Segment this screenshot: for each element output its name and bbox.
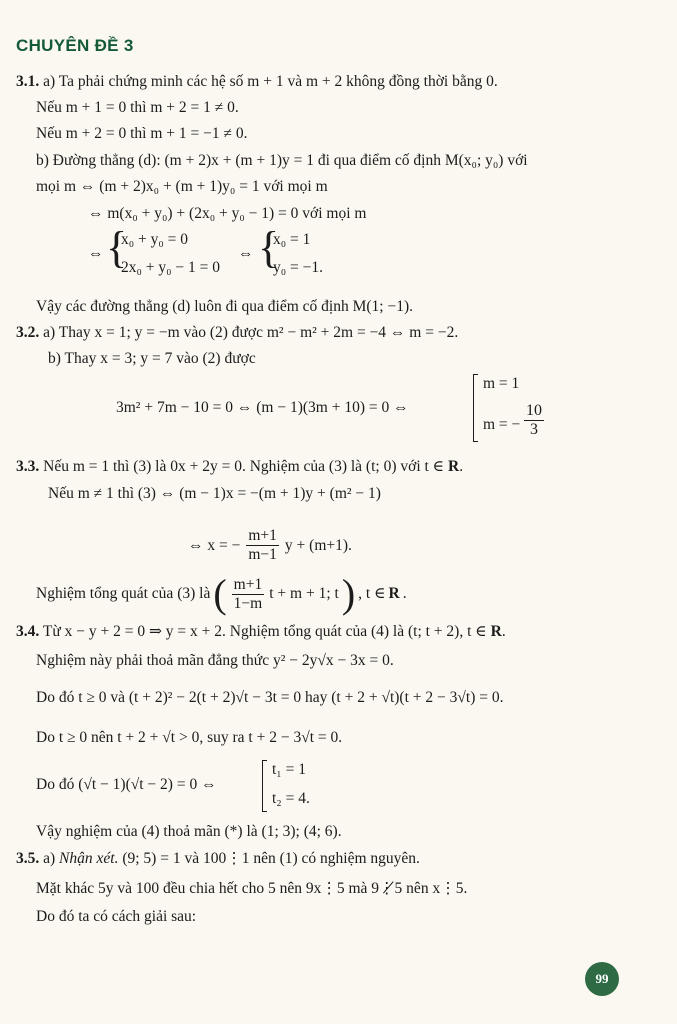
text-line: mọi m ⇔ (m + 2)x₀ + (m + 1)y₀ = 1 với mọi m [36,178,328,195]
system-brace: { [106,223,128,272]
text: Nếu m = 1 thì (3) là 0x + 2y = 0. Nghiệm của (3) là (t; 0) với t ∈ [39,458,449,475]
numerator: m+1 [248,527,277,544]
text-line: Do đó (√t − 1)(√t − 2) = 0 ⇔ [36,776,217,793]
text-line: Nếu m + 1 = 0 thì m + 2 = 1 ≠ 0. [36,99,239,116]
equation: 3m² + 7m − 10 = 0 ⇔ (m − 1)(3m + 10) = 0 ⇔ [116,399,409,416]
text: t + m + 1; t [269,585,339,602]
exercise-3-5-line [16,849,420,869]
solution-bracket [262,760,267,812]
text: (9; 5) = 1 và 100⋮1 nên (1) có nghiệm nguyên. [118,850,420,867]
text-line: ⇔ m(x₀ + y₀) + (2x₀ + y₀ − 1) = 0 với mọi m [88,205,367,222]
solution-bracket [473,374,478,442]
numerator: 10 [526,402,542,419]
denominator: 1−m [233,594,263,612]
chapter-title: CHUYÊN ĐỀ 3 [16,36,134,55]
denominator: m−1 [248,546,277,563]
equation: m = 1 [483,375,520,392]
equation: 2x₀ + y₀ − 1 = 0 [121,259,221,276]
exercise-number: 3.5. [16,850,40,867]
text: Từ x − y + 2 = 0 ⇒ y = x + 2. Nghiệm tổng quát của (4) là (t; t + 2), t ∈ [39,623,491,640]
equation: x₀ + y₀ = 0 [121,231,189,248]
text-line: Do đó ta có cách giải sau: [36,908,197,925]
exercise-3-3-line: 3.3. Nếu m = 1 thì (3) là 0x + 2y = 0. Nghiệm của (3) là (t; 0) với t ∈ R. [16,458,464,475]
remark-label: Nhận xét. [59,850,119,867]
general-solution-line: Nghiệm tổng quát của (3) là ( $\frac{m+1}{1-m}$ t + m + 1; t ) , t ∈ R . [36,571,407,616]
paren: ) [341,571,356,616]
text-line: Vậy nghiệm của (4) thoả mãn (*) là (1; 3); (4; 6). [36,823,342,840]
exercise-number: 3.4. [16,623,40,640]
text: y + (m+1). [284,536,352,554]
equation: t₁ = 1 [272,761,306,778]
text-line: b) Đường thẳng (d): (m + 2)x + (m + 1)y = 1 đi qua điểm cố định M(x₀; y₀) với [36,152,528,169]
text-line: Nếu m + 2 = 0 thì m + 1 = −1 ≠ 0. [36,125,248,142]
text: a) Ta phải chứng minh các hệ số m + 1 và m + 2 không đồng thời bằng 0. [39,73,498,90]
exercise-3-4-line: 3.4. Từ x − y + 2 = 0 ⇒ y = x + 2. Nghiệm tổng quát của (4) là (t; t + 2), t ∈ R. [16,623,506,640]
numerator: m+1 [233,575,263,593]
real-set-symbol: R [388,585,400,602]
text: Nghiệm tổng quát của (3) là [36,585,211,602]
text: a) [39,850,60,867]
equivalence-symbol: ⇔ [238,245,254,262]
equation: y₀ = −1. [273,259,324,276]
equation: x₀ = 1 [273,231,311,248]
equation [188,527,352,564]
fraction [232,576,265,613]
exercise-3-1-line [16,72,498,92]
fraction [524,402,544,439]
real-set-symbol: R [490,623,502,640]
fraction [246,527,279,564]
exercise-3-2-line [16,323,458,343]
text: , t ∈ [358,585,386,602]
text: a) Thay x = 1; y = −m vào (2) được m² − m² + 2m = −4 ⇔ m = −2. [39,324,459,341]
equivalence-symbol: ⇔ [88,245,104,262]
text-line: Vậy các đường thẳng (d) luôn đi qua điểm cố định M(1; −1). [36,298,414,315]
text: ⇔ x = − [188,536,241,554]
text-line: Do đó t ≥ 0 và (t + 2)² − 2(t + 2)√t − 3t = 0 hay (t + 2 + √t)(t + 2 − 3√t) = 0. [36,689,504,706]
text-line: b) Thay x = 3; y = 7 vào (2) được [48,350,256,367]
page-number-badge: 99 [585,962,619,996]
text-line: Mặt khác 5y và 100 đều chia hết cho 5 nên 9x⋮5 mà 9⋮̸5 nên x⋮5. [36,880,468,897]
equation: t₂ = 4. [272,790,310,807]
exercise-number: 3.1. [16,73,40,90]
paren: ( [213,571,227,616]
equation: m = − [483,416,521,433]
denominator: 3 [530,421,538,438]
exercise-number: 3.2. [16,324,40,341]
real-set-symbol: R [448,458,460,475]
text-line: Do t ≥ 0 nên t + 2 + √t > 0, suy ra t + 2 − 3√t = 0. [36,729,343,746]
system-brace: { [258,223,280,272]
text-line: Nếu m ≠ 1 thì (3) ⇔ (m − 1)x = −(m + 1)y + (m² − 1) [48,485,381,502]
text-line: Nghiệm này phải thoả mãn đẳng thức y² − 2y√x − 3x = 0. [36,652,394,669]
exercise-number: 3.3. [16,458,40,475]
